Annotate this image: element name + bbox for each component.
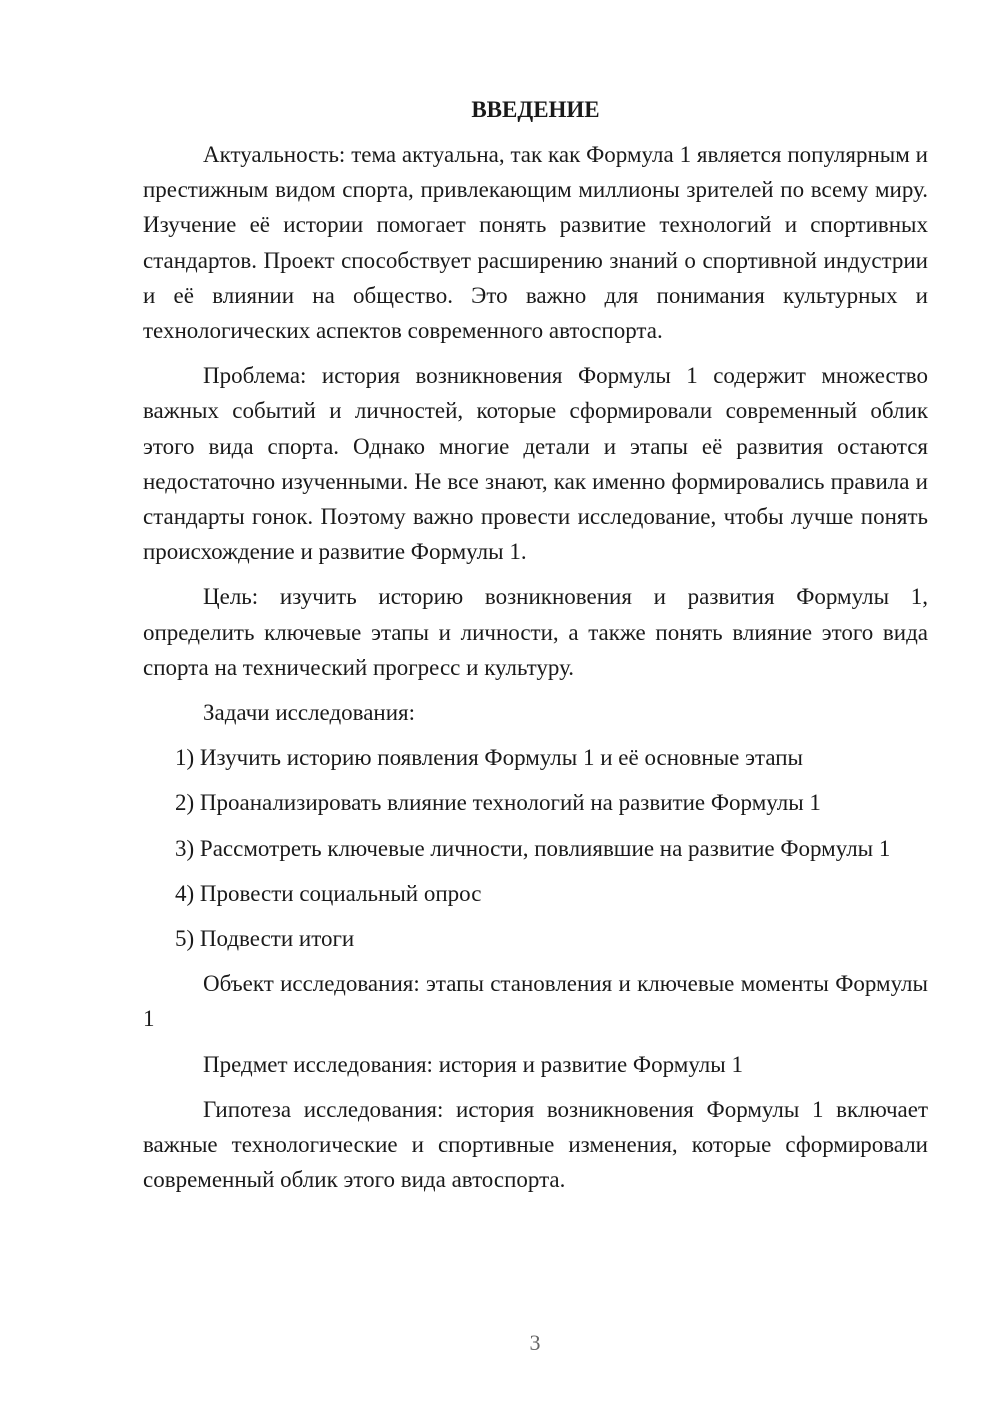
page-number: 3 bbox=[529, 1330, 541, 1355]
task-item: 5) Подвести итоги bbox=[175, 926, 355, 952]
object-paragraph: Объект исследования: этапы становления и ключевые моменты Формулы 1 bbox=[143, 971, 928, 1032]
tasks-heading: Задачи исследования: bbox=[203, 700, 416, 726]
task-item: 3) Рассмотреть ключевые личности, повлиявшие на развитие Формулы 1 bbox=[175, 835, 891, 861]
document-page bbox=[143, 92, 928, 1207]
relevance-paragraph: Актуальность: тема актуальна, так как Формула 1 является популярным и престижным видом спорта, привлекающим миллионы зрителей по всему миру. Изучение её истории помогает понять развитие технологий и спортивных стандартов. Проект способствует расширению знаний о спортивной индустрии и её влиянии на общество. Это важно для понимания культурных и технологических аспектов современного автоспорта. bbox=[143, 142, 928, 344]
subject-paragraph: Предмет исследования: история и развитие Формулы 1 bbox=[203, 1051, 743, 1077]
task-item: 1) Изучить историю появления Формулы 1 и её основные этапы bbox=[175, 745, 803, 771]
hypothesis-paragraph: Гипотеза исследования: история возникновения Формулы 1 включает важные технологические и спортивные изменения, которые сформировали современный облик этого вида автоспорта. bbox=[143, 1096, 928, 1193]
section-title: ВВЕДЕНИЕ bbox=[471, 97, 600, 122]
goal-paragraph: Цель: изучить историю возникновения и развития Формулы 1, определить ключевые этапы и личности, а также понять влияние этого вида спорта на технический прогресс и культуру. bbox=[143, 584, 928, 680]
task-item: 4) Провести социальный опрос bbox=[175, 880, 482, 906]
problem-paragraph: Проблема: история возникновения Формулы 1 содержит множество важных событий и личностей, которые сформировали современный облик этого вида спорта. Однако многие детали и этапы её развития остаются недостаточно изученными. Не все знают, как именно формировались правила и стандарты гонок. Поэтому важно провести исследование, чтобы лучше понять происхождение и развитие Формулы 1. bbox=[143, 363, 928, 565]
task-item: 2) Проанализировать влияние технологий на развитие Формулы 1 bbox=[175, 790, 821, 816]
